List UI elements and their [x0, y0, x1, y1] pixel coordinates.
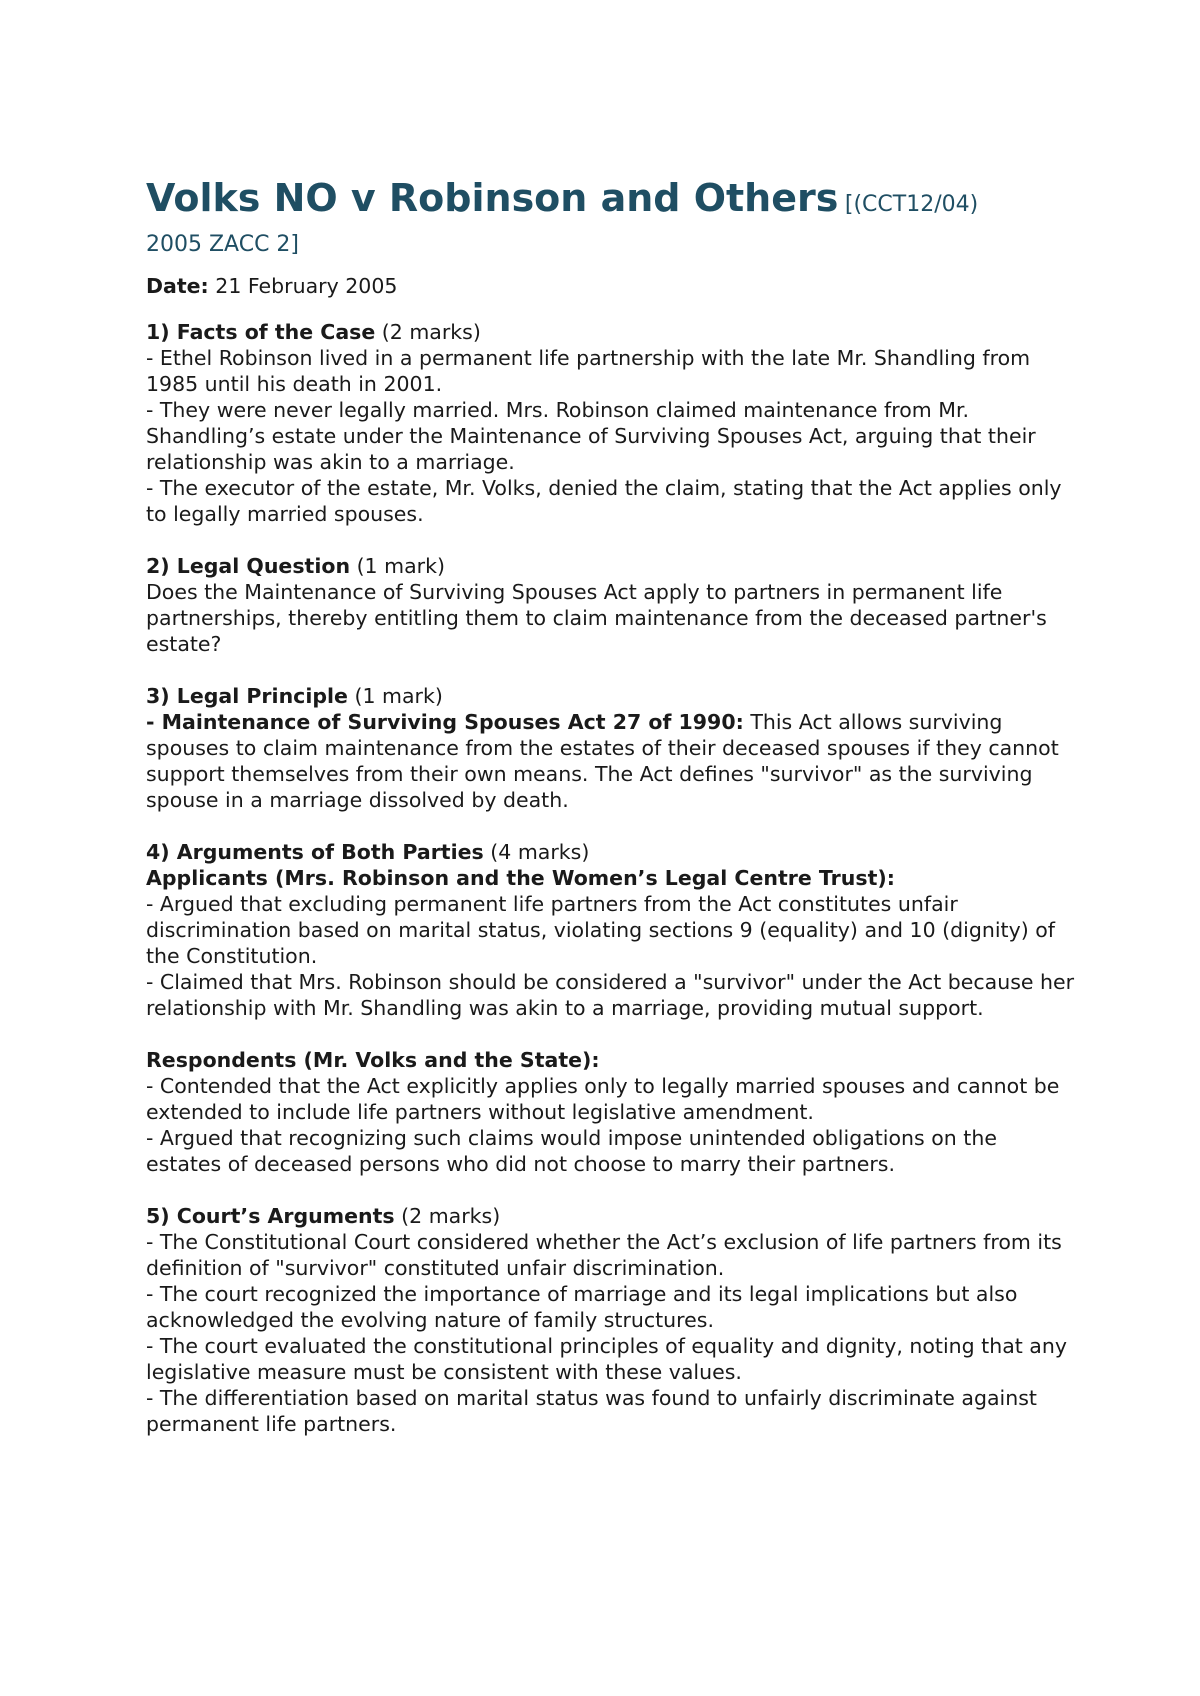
section-marks: (1 mark) — [347, 684, 443, 708]
section-arguments — [146, 839, 1076, 1177]
spacer — [146, 1021, 1076, 1047]
citation-part-2: 2005 ZACC 2] — [146, 232, 300, 257]
section-title: 1) Facts of the Case — [146, 320, 376, 344]
section-marks: (1 mark) — [350, 554, 445, 578]
applicants-line: - Argued that excluding permanent life partners from the Act constitutes unfair discrimination based on marital status, violating sections 9 (equality) and 10 (dignity) of the Constitution. — [146, 892, 1055, 968]
document-title — [146, 176, 1076, 263]
respondents-heading: Respondents (Mr. Volks and the State): — [146, 1048, 600, 1072]
question-text: Does the Maintenance of Surviving Spouses Act apply to partners in permanent life partnerships, thereby entitling them to claim maintenance from the deceased partner's estate? — [146, 580, 1047, 656]
section-heading — [146, 839, 1076, 865]
section-title: 3) Legal Principle — [146, 684, 348, 708]
court-line: - The court recognized the importance of marriage and its legal implications but also acknowledged the evolving nature of family structures. — [146, 1282, 1018, 1332]
citation-part-1: [(CCT12/04) — [844, 192, 979, 217]
respondents-line: - Argued that recognizing such claims would impose unintended obligations on the estates of deceased persons who did not choose to marry their partners. — [146, 1126, 997, 1176]
facts-line: - The executor of the estate, Mr. Volks, denied the claim, stating that the Act applies only to legally married spouses. — [146, 476, 1062, 526]
applicants-heading: Applicants (Mrs. Robinson and the Women’s Legal Centre Trust): — [146, 866, 895, 890]
section-title: 2) Legal Question — [146, 554, 351, 578]
section-question — [146, 553, 1076, 657]
section-principle — [146, 683, 1076, 813]
principle-text: This Act allows surviving spouses to claim maintenance from the estates of their deceased spouses if they cannot support themselves from their own means. The Act defines "survivor" as the surviving spouse in a marriage dissolved by death. — [146, 710, 1059, 812]
section-heading — [146, 553, 1076, 579]
principle-paragraph — [146, 709, 1076, 813]
court-line: - The differentiation based on marital status was found to unfairly discriminate against permanent life partners. — [146, 1386, 1037, 1436]
section-heading — [146, 683, 1076, 709]
section-title: 4) Arguments of Both Parties — [146, 840, 484, 864]
date-label: Date: — [146, 274, 209, 298]
section-marks: (2 marks) — [375, 320, 481, 344]
applicants-line: - Claimed that Mrs. Robinson should be considered a "survivor" under the Act because her relationship with Mr. Shandling was akin to a marriage, providing mutual support. — [146, 970, 1075, 1020]
principle-act-name: - Maintenance of Surviving Spouses Act 27 of 1990: — [146, 710, 744, 734]
section-facts — [146, 319, 1076, 527]
section-title: 5) Court’s Arguments — [146, 1204, 395, 1228]
section-heading — [146, 1203, 1076, 1229]
section-marks: (4 marks) — [483, 840, 590, 864]
court-line: - The court evaluated the constitutional principles of equality and dignity, noting that any legislative measure must be consistent with these values. — [146, 1334, 1067, 1384]
facts-line: - Ethel Robinson lived in a permanent life partnership with the late Mr. Shandling from 1985 until his death in 2001. — [146, 346, 1031, 396]
respondents-line: - Contended that the Act explicitly applies only to legally married spouses and cannot be extended to include life partners without legislative amendment. — [146, 1074, 1060, 1124]
facts-line: - They were never legally married. Mrs. Robinson claimed maintenance from Mr. Shandling’s estate under the Maintenance of Surviving Spouses Act, arguing that their relationship was akin to a marriage. — [146, 398, 1036, 474]
date-line — [146, 273, 1076, 299]
court-line: - The Constitutional Court considered whether the Act’s exclusion of life partners from its definition of "survivor" constituted unfair discrimination. — [146, 1230, 1062, 1280]
date-value: 21 February 2005 — [208, 274, 398, 298]
section-court — [146, 1203, 1076, 1437]
section-heading — [146, 319, 1076, 345]
case-title: Volks NO v Robinson and Others — [146, 176, 839, 220]
document-page — [146, 176, 1076, 1463]
section-marks: (2 marks) — [394, 1204, 501, 1228]
case-citation — [845, 192, 978, 217]
